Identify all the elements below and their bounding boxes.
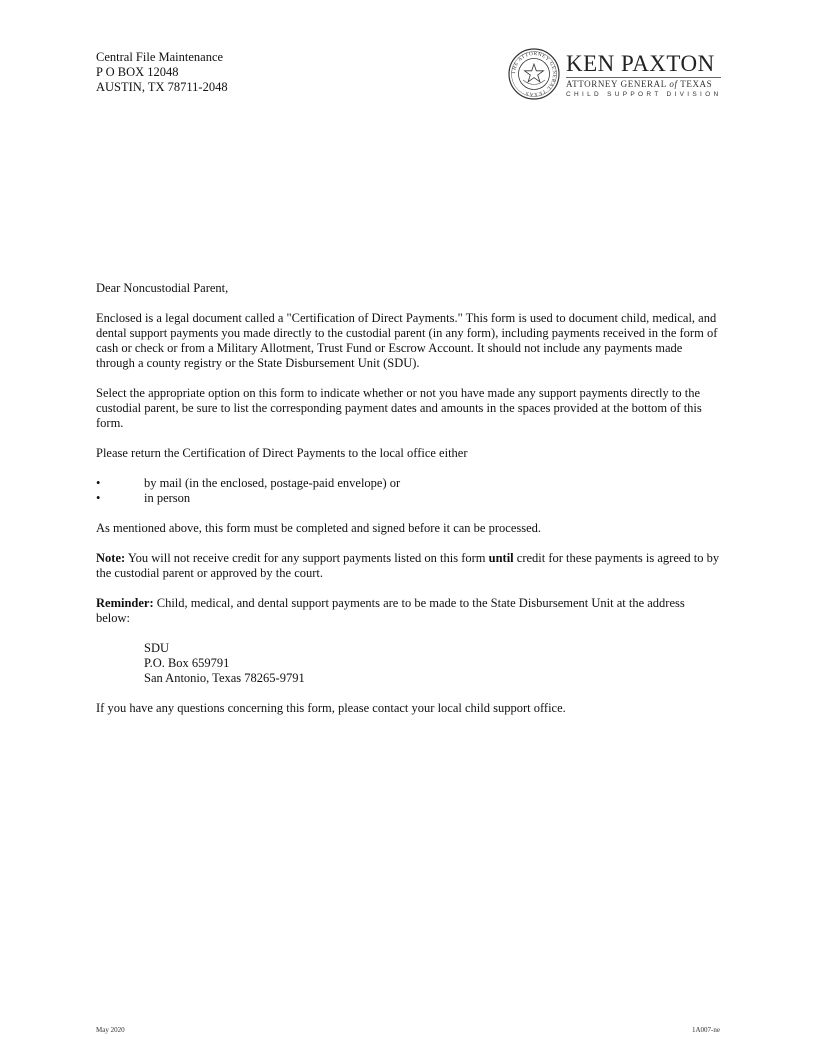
agency-logo [508, 48, 722, 104]
list-item-text: by mail (in the enclosed, postage-paid envelope) or [144, 476, 401, 490]
reminder-label: Reminder: [96, 596, 154, 610]
attorney-general-seal-icon [508, 48, 560, 100]
footer-form-code: 1A007-ne [692, 1026, 720, 1034]
sdu-address-line-2: P.O. Box 659791 [144, 656, 230, 670]
list-item [96, 491, 720, 506]
paragraph-instructions: Select the appropriate option on this form to indicate whether or not you have made any support payments directly to the custodial parent, be sure to list the corresponding payment dates and amounts in the spaces provided at the bottom of this form. [96, 386, 702, 430]
logo-division: CHILD SUPPORT DIVISION [566, 91, 722, 98]
sdu-address-line-3: San Antonio, Texas 78265-9791 [144, 671, 305, 685]
note-paragraph [96, 551, 720, 581]
return-address [96, 50, 228, 95]
reminder-text: Child, medical, and dental support payments are to be made to the State Disbursement Unit at the address below: [96, 596, 685, 625]
svg-text:THE ATTORNEY GENERAL TEXAS [511, 51, 557, 97]
list-item-text: in person [144, 491, 191, 505]
salutation: Dear Noncustodial Parent, [96, 281, 229, 295]
sdu-address-line-1: SDU [144, 641, 170, 655]
paragraph-enclosure: Enclosed is a legal document called a "Certification of Direct Payments." This form is used to document child, medical, and dental support payments you made directly to the custodial parent (in any form), including payments received in the form of cash or check or from a Military Allotment, Trust Fund or Escrow Account. It should not include any payments made through a county registry or the State Disbursement Unit (SDU). [96, 311, 718, 370]
paragraph-signature-required: As mentioned above, this form must be completed and signed before it can be processed. [96, 521, 542, 535]
logo-subtitle [566, 77, 721, 89]
note-label: Note: [96, 551, 126, 565]
list-item [96, 476, 720, 491]
bullet-icon: • [96, 491, 101, 505]
return-address-line-3: AUSTIN, TX 78711-2048 [96, 80, 228, 94]
return-address-line-2: P O BOX 12048 [96, 65, 179, 79]
logo-subtitle-post: TEXAS [677, 79, 713, 89]
return-address-line-1: Central File Maintenance [96, 50, 224, 64]
logo-subtitle-of: of [669, 79, 678, 89]
logo-wordmark [566, 52, 721, 98]
paragraph-return: Please return the Certification of Direct Payments to the local office either [96, 446, 468, 460]
sdu-address [144, 641, 720, 686]
seal-ring-text: THE ATTORNEY GENERAL TEXAS [510, 50, 558, 98]
logo-subtitle-pre: ATTORNEY GENERAL [566, 79, 670, 89]
bullet-icon: • [96, 476, 101, 490]
return-method-list [96, 476, 720, 506]
note-text-b: credit for these payments is agreed to by the custodial parent or approved by the court. [96, 551, 720, 580]
attorney-general-name: KEN PAXTON [566, 51, 715, 76]
reminder-paragraph [96, 596, 720, 626]
note-emphasis: until [488, 551, 514, 565]
note-text-a: You will not receive credit for any support payments listed on this form [125, 551, 489, 565]
footer-date: May 2020 [96, 1026, 125, 1034]
closing-paragraph: If you have any questions concerning this form, please contact your local child support office. [96, 701, 566, 715]
letter-body [96, 281, 720, 731]
